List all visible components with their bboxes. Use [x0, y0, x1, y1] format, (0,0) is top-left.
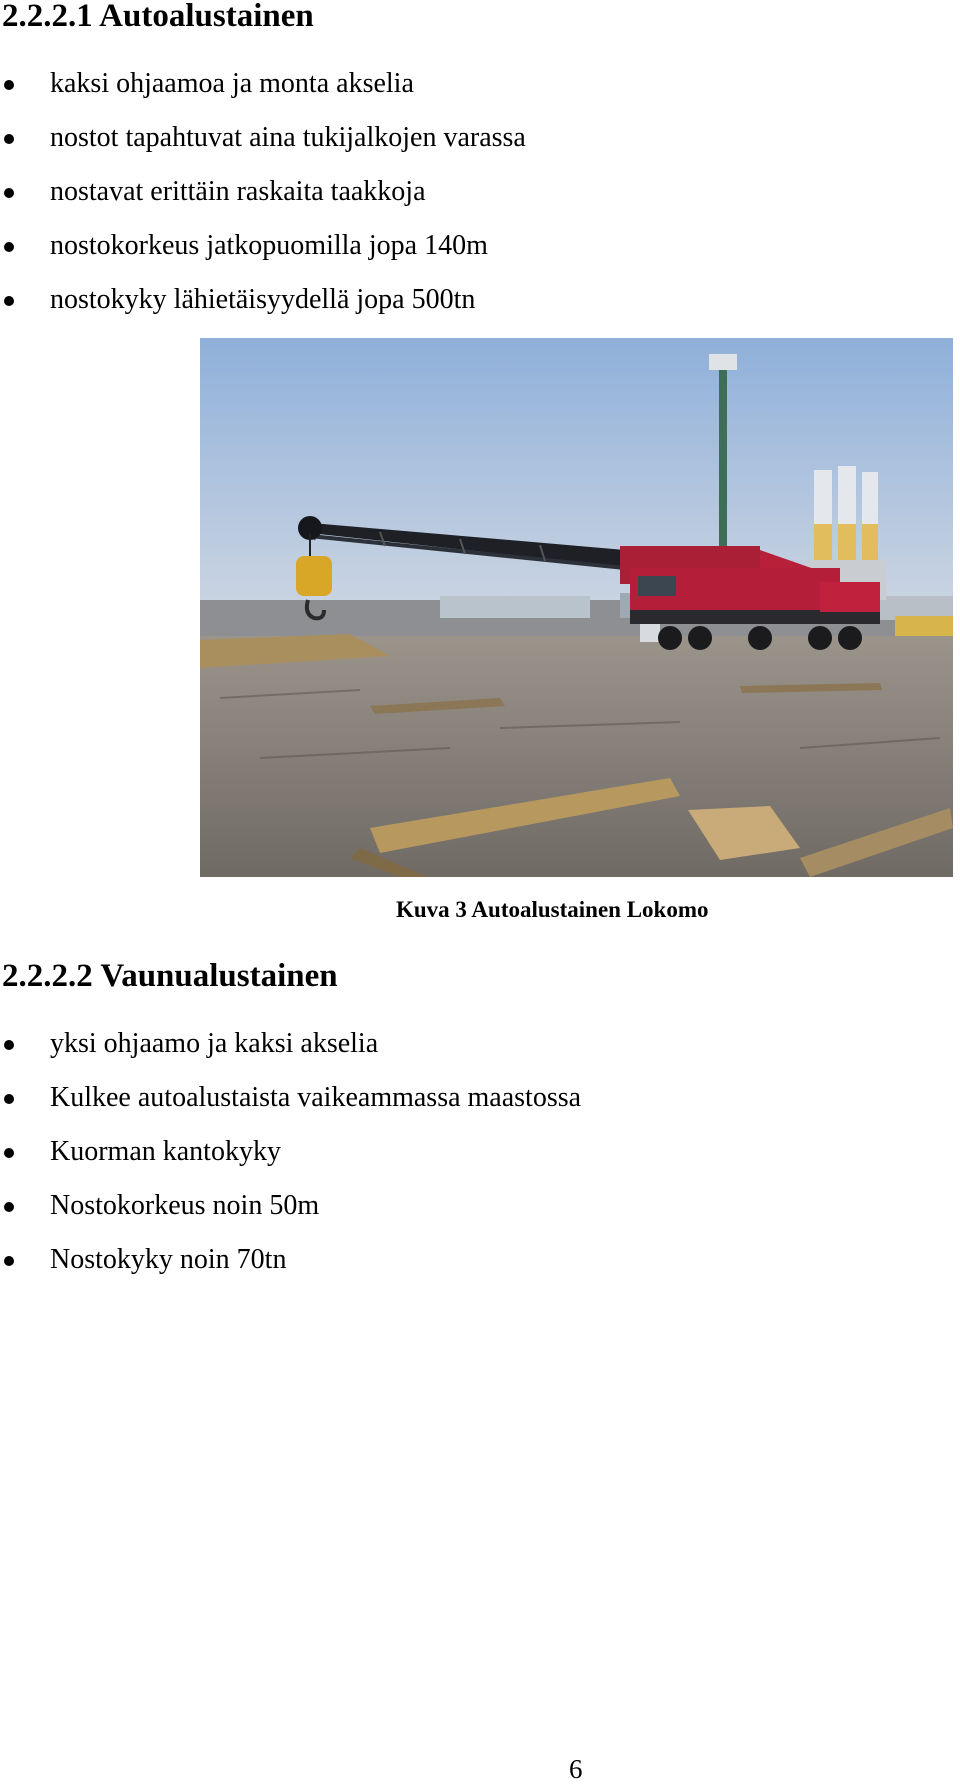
page-number: 6 — [569, 1754, 583, 1784]
list-item — [0, 68, 526, 122]
list-item — [0, 284, 526, 338]
bullet-icon — [4, 188, 14, 198]
list-item — [0, 176, 526, 230]
list-item-text: kaksi ohjaamoa ja monta akselia — [50, 68, 414, 99]
section-heading-autoalustainen: 2.2.2.1 Autoalustainen — [2, 0, 314, 34]
bullet-list-vaunualustainen — [0, 1028, 581, 1298]
list-item-text: nostokyky lähietäisyydellä jopa 500tn — [50, 284, 476, 315]
list-item — [0, 1190, 581, 1244]
bullet-icon — [4, 80, 14, 90]
list-item — [0, 122, 526, 176]
list-item-text: Kuorman kantokyky — [50, 1136, 281, 1167]
list-item-text: yksi ohjaamo ja kaksi akselia — [50, 1028, 379, 1059]
list-item — [0, 1028, 581, 1082]
bullet-list-autoalustainen — [0, 68, 526, 338]
list-item-text: Nostokyky noin 70tn — [50, 1244, 287, 1275]
list-item — [0, 1136, 581, 1190]
crane-photo — [200, 338, 953, 877]
list-item — [0, 1244, 581, 1298]
bullet-icon — [4, 1202, 14, 1212]
figure-caption: Kuva 3 Autoalustainen Lokomo — [396, 897, 709, 922]
list-item-text: Kulkee autoalustaista vaikeammassa maastossa — [50, 1082, 582, 1113]
bullet-icon — [4, 1148, 14, 1158]
list-item-text: nostavat erittäin raskaita taakkoja — [50, 176, 426, 207]
bullet-icon — [4, 1094, 14, 1104]
list-item-text: nostokorkeus jatkopuomilla jopa 140m — [50, 230, 488, 261]
bullet-icon — [4, 1256, 14, 1266]
ground-area — [200, 636, 953, 877]
list-item-text: Nostokorkeus noin 50m — [50, 1190, 320, 1221]
list-item-text: nostot tapahtuvat aina tukijalkojen varassa — [50, 122, 526, 153]
section-heading-vaunualustainen: 2.2.2.2 Vaunualustainen — [2, 958, 338, 994]
bullet-icon — [4, 296, 14, 306]
list-item — [0, 1082, 581, 1136]
bullet-icon — [4, 242, 14, 252]
bullet-icon — [4, 1040, 14, 1050]
bullet-icon — [4, 134, 14, 144]
list-item — [0, 230, 526, 284]
